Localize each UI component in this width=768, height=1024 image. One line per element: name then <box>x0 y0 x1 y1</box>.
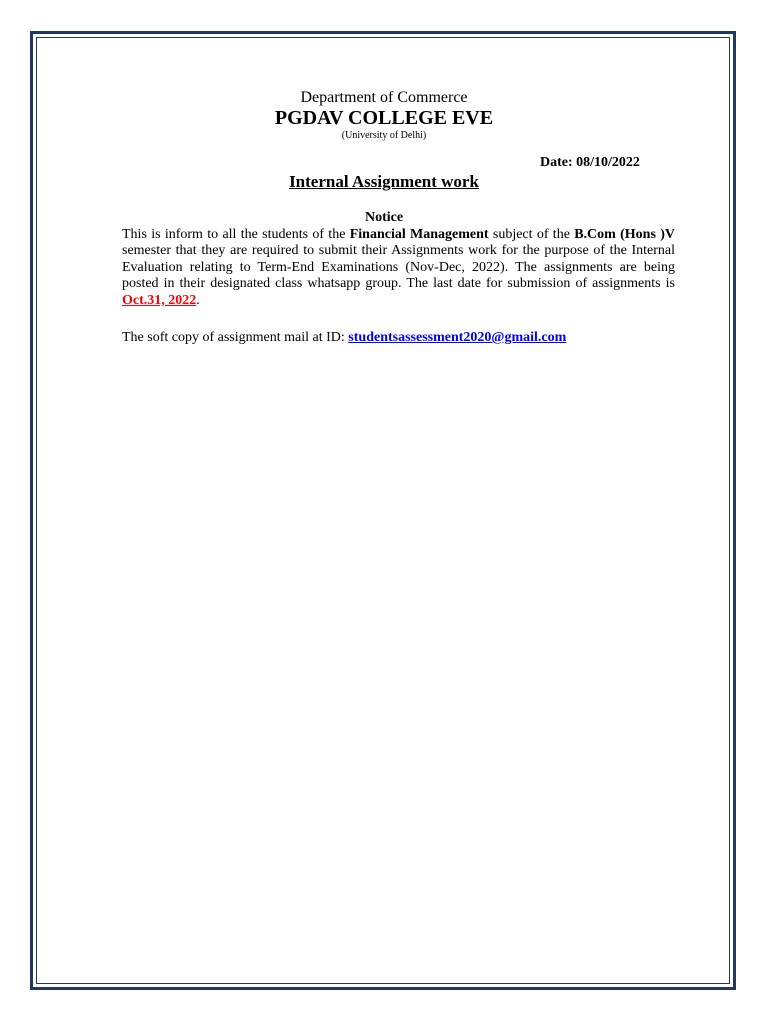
notice-text-3: semester that they are required to submit their Assignments work for the purpose of the Internal Evaluation relating to Term-End Examinations (Nov-Dec, 2022). The assignments are being posted in their designated class whatsapp group. The last date for submission of assignments is <box>122 243 675 292</box>
notice-date: Date: 08/10/2022 <box>540 155 640 170</box>
deadline-date: Oct.31, 2022 <box>122 292 197 308</box>
notice-text-1: This is inform to all the students of the <box>122 227 350 242</box>
softcopy-label: The soft copy of assignment mail at ID: <box>122 330 349 345</box>
department-name: Department of Commerce <box>300 89 468 106</box>
softcopy-line <box>122 330 566 346</box>
email-link[interactable]: studentsassessment2020@gmail.com <box>348 330 567 345</box>
college-name: PGDAV COLLEGE EVE <box>274 107 494 129</box>
subject-name: Financial Management <box>349 227 489 242</box>
notice-title: Notice <box>364 210 404 225</box>
university-name: (University of Delhi) <box>341 130 427 141</box>
course-name: B.Com (Hons )V <box>574 227 675 242</box>
notice-text-4: . <box>196 292 200 308</box>
notice-text-2: subject of the <box>488 227 575 242</box>
page-title: Internal Assignment work <box>289 172 479 191</box>
notice-body <box>122 227 675 309</box>
